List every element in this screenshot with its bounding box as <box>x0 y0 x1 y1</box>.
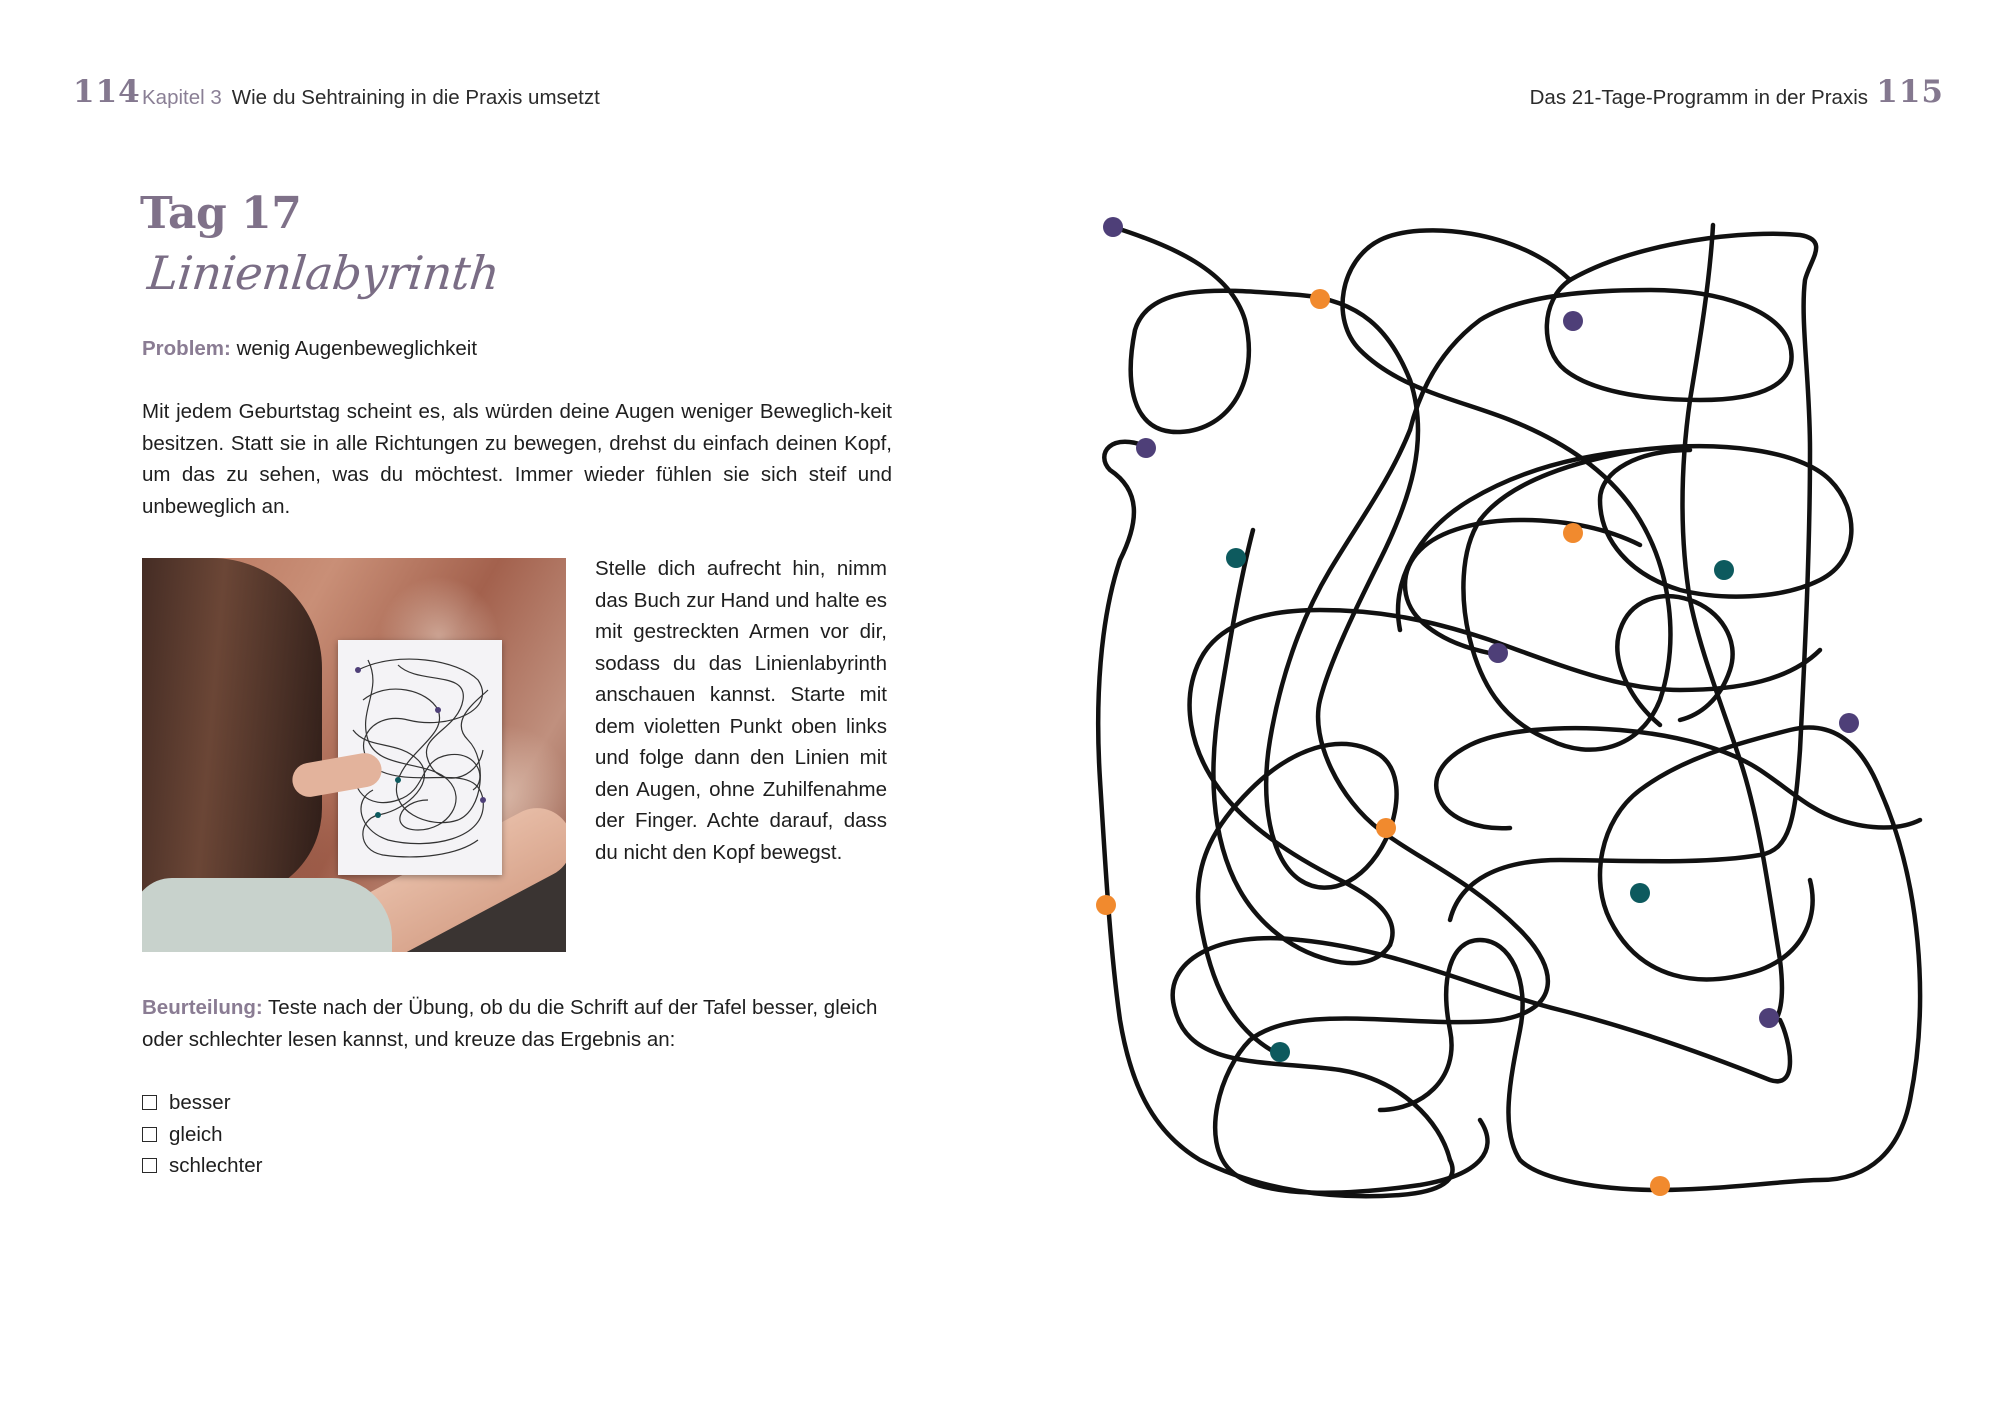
chapter-label: Kapitel 3 <box>142 86 222 109</box>
maze-dot <box>1310 289 1330 309</box>
left-page-number: 114 <box>73 74 141 110</box>
maze-line <box>1617 596 1732 725</box>
exercise-photo <box>142 558 566 952</box>
chapter-header <box>142 86 600 110</box>
chapter-title: Wie du Sehtraining in die Praxis umsetzt <box>231 86 600 109</box>
result-checklist <box>142 1087 262 1182</box>
maze-line <box>1410 280 1792 430</box>
problem-text: wenig Augenbeweglichkeit <box>236 337 478 360</box>
checkbox-schlechter[interactable] <box>142 1158 157 1173</box>
maze-dot <box>1488 643 1508 663</box>
maze-line <box>1198 430 1410 1055</box>
maze-dot <box>1714 560 1734 580</box>
right-page-number: 115 <box>1876 74 1944 110</box>
problem-line <box>142 333 902 365</box>
maze-dot-start <box>1103 217 1123 237</box>
person-hair <box>142 558 322 898</box>
option-label: schlechter <box>169 1154 263 1177</box>
person-shirt <box>142 878 392 952</box>
maze-dot <box>1563 311 1583 331</box>
intro-paragraph: Mit jedem Geburtstag scheint es, als würden deine Augen weniger Beweglich-keit besitzen. Statt sie in alle Richtungen zu bewegen, drehst du einfach deinen Kopf, um das zu sehen, was du möchtest. Immer wieder fühlen sie sich steif und unbeweglich an. <box>142 400 892 518</box>
day-heading: Tag 17 <box>140 188 302 239</box>
maze-line <box>1380 940 1660 1190</box>
maze-line <box>1098 442 1452 1196</box>
maze-dot <box>1759 1008 1779 1028</box>
maze-dot <box>1096 895 1116 915</box>
line-maze <box>1085 195 1935 1215</box>
maze-dot <box>1376 818 1396 838</box>
maze-dot <box>1630 883 1650 903</box>
maze-line <box>1113 227 1418 560</box>
option-label: gleich <box>169 1122 223 1146</box>
option-label: besser <box>169 1091 231 1114</box>
checkbox-gleich[interactable] <box>142 1127 157 1142</box>
assessment-label: Beurteilung: <box>142 996 263 1019</box>
instructions-paragraph: Stelle dich aufrecht hin, nimm das Buch zur Hand und halte es mit gestreckten Armen vor dir, sodass du das Linienlabyrinth anschauen kannst. Starte mit dem violetten Punkt oben links und folge dann den Linien mit den Augen, ohne Zuhilfenahme der Finger. Achte darauf, dass du nicht den Kopf bewegst. <box>595 557 887 864</box>
maze-dot <box>1650 1176 1670 1196</box>
maze-line <box>1450 234 1816 920</box>
maze-dot <box>1839 713 1859 733</box>
maze-dot <box>1226 548 1246 568</box>
exercise-title: Linienlabyrinth <box>145 246 502 300</box>
checkbox-besser[interactable] <box>142 1095 157 1110</box>
assessment-text: Teste nach der Übung, ob du die Schrift auf der Tafel besser, gleich oder schlechter lesen kannst, und kreuze das Ergebnis an: <box>142 996 878 1051</box>
option-schlechter[interactable] <box>142 1150 262 1182</box>
maze-line <box>1600 728 1920 1191</box>
maze-dot <box>1270 1042 1290 1062</box>
maze-dot <box>1563 523 1583 543</box>
maze-line <box>1683 225 1782 1025</box>
option-gleich[interactable] <box>142 1119 262 1151</box>
section-header: Das 21-Tage-Programm in der Praxis <box>1529 86 1868 109</box>
assessment-paragraph <box>142 992 897 1055</box>
maze-line <box>1405 520 1640 655</box>
maze-dot <box>1136 438 1156 458</box>
problem-label: Problem: <box>142 337 231 360</box>
option-besser[interactable] <box>142 1087 262 1119</box>
